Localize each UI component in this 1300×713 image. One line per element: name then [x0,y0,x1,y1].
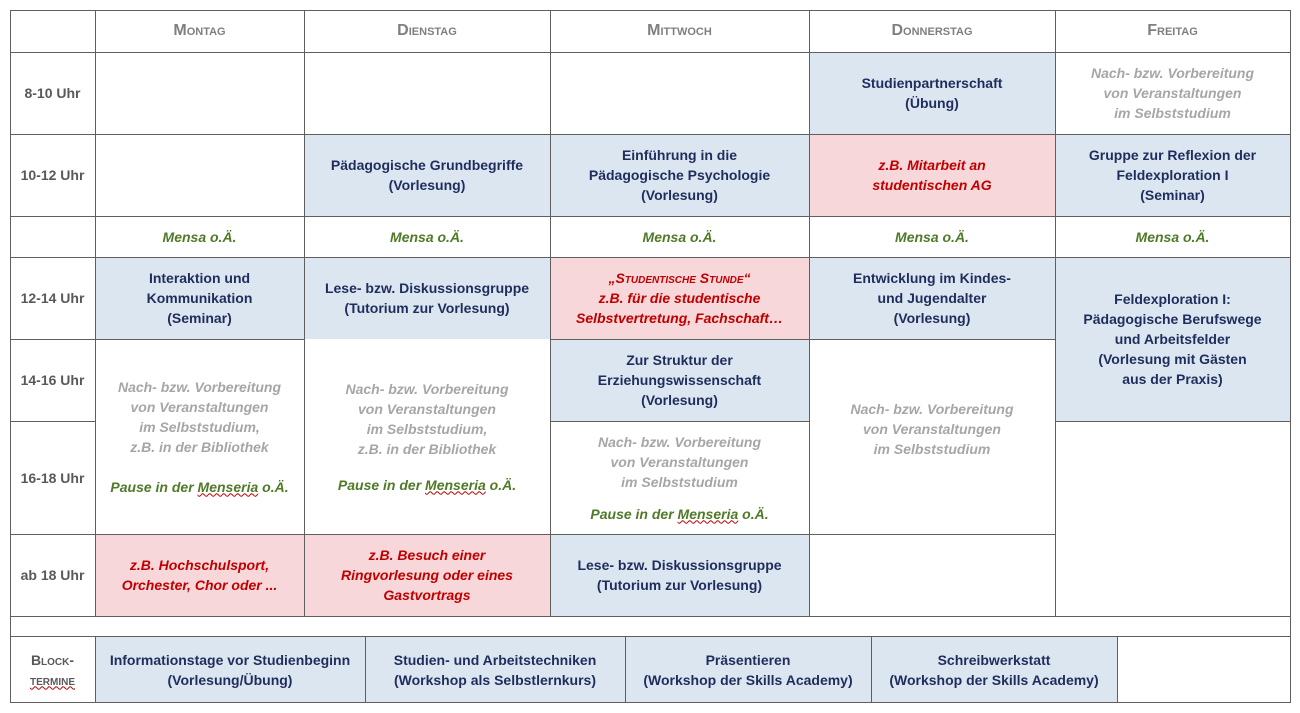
day-header-freitag: Freitag [1147,22,1198,39]
self-study-note: Nach- bzw. Vorbereitung von Veranstaltungen im Selbststudium, z.B. in der Bibliothek Pause in der Menseria o.Ä. [337,380,517,493]
grid-line [10,702,1291,703]
optional-ringvorlesung: z.B. Besuch einer Ringvorlesung oder eines Gastvortrags [304,534,550,616]
time-label: 8-10 Uhr [24,85,81,101]
grid-line [95,10,96,617]
grid-line [10,52,1291,53]
pause-note: Pause in der Menseria o.Ä. [337,476,517,493]
course-lese-diskussionsgruppe-abend: Lese- bzw. Diskussionsgruppe (Tutorium zur Vorlesung) [550,534,809,616]
block-schreibwerkstatt: Schreibwerkstatt (Workshop der Skills Academy) [871,637,1117,702]
pause-note: Pause in der Menseria o.Ä. [110,478,289,495]
day-header-dienstag: Dienstag [397,22,457,39]
grid-line [304,10,305,617]
block-termine-label: Block- termine [30,651,75,688]
time-label: 16-18 Uhr [20,469,85,486]
mensa-break: Mensa o.Ä. [895,228,969,245]
grid-line [10,134,1291,135]
time-label: 12-14 Uhr [20,290,85,306]
mensa-break: Mensa o.Ä. [162,228,237,245]
grid-line [10,216,1291,217]
mensa-break: Mensa o.Ä. [642,228,717,245]
grid-line [1055,10,1056,617]
self-study-note: Nach- bzw. Vorbereitung von Veranstaltungen im Selbststudium Pause in der Menseria o.Ä. [590,433,769,522]
block-praesentieren: Präsentieren (Workshop der Skills Academy) [625,637,871,702]
grid-line [10,10,1291,11]
course-paedagogische-psychologie: Einführung in die Pädagogische Psychologie (Vorlesung) [550,134,809,216]
time-label: ab 18 Uhr [20,567,85,583]
self-study-note: Nach- bzw. Vorbereitung von Veranstaltungen im Selbststudium [1090,65,1255,121]
self-study-note: Nach- bzw. Vorbereitung von Veranstaltungen im Selbststudium [850,401,1014,457]
course-feldexploration: Feldexploration I: Pädagogische Berufswege und Arbeitsfelder (Vorlesung mit Gästen aus der Praxis) [1055,257,1290,421]
grid-line [1290,10,1291,703]
grid-line [10,636,1291,637]
mensa-break: Mensa o.Ä. [1135,228,1210,245]
grid-line [1117,636,1118,703]
grid-line [625,636,626,703]
grid-line [550,10,551,617]
course-lese-diskussionsgruppe: Lese- bzw. Diskussionsgruppe (Tutorium zur Vorlesung) [304,257,550,339]
day-header-donnerstag: Donnerstag [891,22,973,39]
grid-line [365,636,366,703]
grid-line [871,636,872,703]
grid-line [10,616,1291,617]
block-informationstage: Informationstage vor Studienbeginn (Vorlesung/Übung) [95,637,365,702]
course-struktur-erziehungswissenschaft: Zur Struktur der Erziehungswissenschaft (Vorlesung) [550,339,809,421]
grid-line [10,421,96,422]
course-reflexion-feldexploration: Gruppe zur Reflexion der Feldexploration I (Seminar) [1055,134,1290,216]
studentische-stunde: „Studentische Stunde“ z.B. für die studentische Selbstvertretung, Fachschaft… [550,257,809,339]
course-studienpartnerschaft: Studienpartnerschaft (Übung) [809,52,1055,134]
grid-line [550,421,810,422]
grid-line [95,636,96,703]
course-entwicklung-kindes-jugendalter: Entwicklung im Kindes- und Jugendalter (Vorlesung) [809,257,1055,339]
mensa-break: Mensa o.Ä. [390,228,464,245]
day-header-montag: Montag [173,22,226,39]
course-paedagogische-grundbegriffe: Pädagogische Grundbegriffe (Vorlesung) [304,134,550,216]
grid-line [1055,421,1291,422]
self-study-note: Nach- bzw. Vorbereitung von Veranstaltungen im Selbststudium, z.B. in der Bibliothek Pause in der Menseria o.Ä. [110,378,289,495]
grid-line [10,534,1056,535]
time-label: 10-12 Uhr [20,167,85,183]
optional-hochschulsport: z.B. Hochschulsport, Orchester, Chor oder ... [95,534,304,616]
grid-line [10,339,305,340]
grid-line [550,339,1056,340]
block-studien-arbeitstechniken: Studien- und Arbeitstechniken (Workshop als Selbstlernkurs) [365,637,625,702]
day-header-mittwoch: Mittwoch [647,22,712,39]
optional-mitarbeit-ag: z.B. Mitarbeit an studentischen AG [809,134,1055,216]
grid-line [809,10,810,617]
grid-line [10,257,1291,258]
pause-note: Pause in der Menseria o.Ä. [590,505,769,522]
time-label: 14-16 Uhr [20,372,85,388]
grid-line [10,10,11,703]
course-interaktion-kommunikation: Interaktion und Kommunikation (Seminar) [95,257,304,339]
